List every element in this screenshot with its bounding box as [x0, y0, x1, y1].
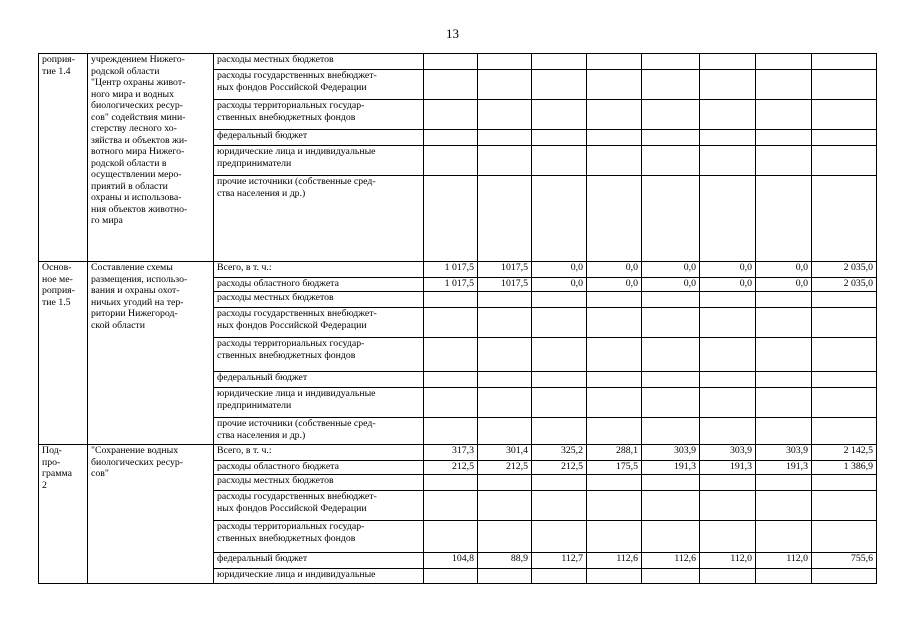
year-value-cell — [424, 292, 478, 308]
year-value-cell: 301,4 — [478, 445, 532, 461]
year-value-cell — [700, 54, 756, 70]
year-value-cell: 0,0 — [700, 262, 756, 278]
year-value-cell — [700, 418, 756, 445]
year-value-cell — [756, 372, 812, 388]
year-value-cell — [700, 521, 756, 553]
year-value-cell — [700, 308, 756, 338]
funding-source: расходы областного бюджета — [214, 278, 424, 292]
year-value-cell — [587, 388, 642, 418]
year-value-cell — [587, 418, 642, 445]
measure-code: Основ- ное ме- роприя- тие 1.5 — [39, 262, 88, 445]
funding-source: расходы местных бюджетов — [214, 475, 424, 491]
year-value-cell — [756, 70, 812, 100]
total-value-cell: 1 386,9 — [812, 461, 877, 475]
measure-name: Составление схемы размещения, использо- вания и охраны охот- ничьих угодий на тер- ритории Нижегород- ской области — [88, 262, 214, 445]
funding-source: федеральный бюджет — [214, 553, 424, 569]
total-value-cell — [812, 176, 877, 262]
year-value-cell — [642, 146, 700, 176]
year-value-cell: 303,9 — [700, 445, 756, 461]
year-value-cell — [478, 475, 532, 491]
total-value-cell: 2 142,5 — [812, 445, 877, 461]
year-value-cell — [756, 54, 812, 70]
year-value-cell — [424, 372, 478, 388]
year-value-cell — [700, 100, 756, 130]
year-value-cell — [756, 475, 812, 491]
year-value-cell — [532, 308, 587, 338]
year-value-cell — [532, 372, 587, 388]
year-value-cell — [587, 372, 642, 388]
year-value-cell: 191,3 — [700, 461, 756, 475]
year-value-cell: 212,5 — [532, 461, 587, 475]
year-value-cell: 0,0 — [532, 278, 587, 292]
year-value-cell — [424, 569, 478, 584]
year-value-cell — [532, 100, 587, 130]
table-row — [39, 54, 877, 70]
total-value-cell — [812, 338, 877, 372]
year-value-cell — [478, 100, 532, 130]
measure-name: учреждением Нижего- родской области "Центр охраны живот- ного мира и водных биологических ресур- сов" содействия мини- стерству лесного хо- зяйства и объектов жи- вотного мира Нижего- родской области в осуществлении меро- приятий в области охраны и использова- ния объектов животно- го мира — [88, 54, 214, 262]
year-value-cell — [642, 292, 700, 308]
year-value-cell — [424, 100, 478, 130]
year-value-cell — [700, 292, 756, 308]
year-value-cell — [424, 70, 478, 100]
year-value-cell — [532, 54, 587, 70]
year-value-cell — [478, 54, 532, 70]
year-value-cell: 0,0 — [532, 262, 587, 278]
year-value-cell — [700, 146, 756, 176]
page-number: 13 — [446, 26, 459, 41]
year-value-cell — [478, 70, 532, 100]
year-value-cell — [587, 176, 642, 262]
total-value-cell — [812, 292, 877, 308]
year-value-cell: 0,0 — [756, 278, 812, 292]
year-value-cell — [532, 130, 587, 146]
year-value-cell — [642, 70, 700, 100]
year-value-cell — [532, 569, 587, 584]
year-value-cell — [478, 418, 532, 445]
funding-source: прочие источники (собственные сред- ства населения и др.) — [214, 176, 424, 262]
funding-source: федеральный бюджет — [214, 372, 424, 388]
year-value-cell: 1 017,5 — [424, 278, 478, 292]
year-value-cell — [424, 338, 478, 372]
year-value-cell: 0,0 — [587, 262, 642, 278]
year-value-cell — [700, 388, 756, 418]
total-value-cell — [812, 146, 877, 176]
year-value-cell — [587, 491, 642, 521]
year-value-cell: 0,0 — [756, 262, 812, 278]
year-value-cell — [756, 338, 812, 372]
year-value-cell — [424, 521, 478, 553]
year-value-cell — [756, 418, 812, 445]
year-value-cell — [532, 388, 587, 418]
year-value-cell — [700, 569, 756, 584]
year-value-cell — [587, 338, 642, 372]
year-value-cell — [756, 292, 812, 308]
total-value-cell — [812, 521, 877, 553]
year-value-cell: 303,9 — [756, 445, 812, 461]
year-value-cell: 0,0 — [642, 278, 700, 292]
year-value-cell: 112,7 — [532, 553, 587, 569]
year-value-cell — [756, 491, 812, 521]
funding-source: расходы государственных внебюджет- ных фондов Российской Федерации — [214, 491, 424, 521]
funding-source: расходы местных бюджетов — [214, 54, 424, 70]
total-value-cell — [812, 54, 877, 70]
year-value-cell — [424, 491, 478, 521]
total-value-cell — [812, 372, 877, 388]
year-value-cell — [587, 521, 642, 553]
year-value-cell — [424, 388, 478, 418]
funding-source: Всего, в т. ч.: — [214, 445, 424, 461]
year-value-cell — [532, 70, 587, 100]
year-value-cell: 212,5 — [478, 461, 532, 475]
funding-source: расходы государственных внебюджет- ных фондов Российской Федерации — [214, 308, 424, 338]
year-value-cell — [700, 130, 756, 146]
year-value-cell — [700, 491, 756, 521]
year-value-cell — [642, 388, 700, 418]
year-value-cell — [756, 146, 812, 176]
funding-source: расходы территориальных государ- ственных внебюджетных фондов — [214, 521, 424, 553]
year-value-cell — [642, 338, 700, 372]
year-value-cell — [424, 418, 478, 445]
total-value-cell — [812, 70, 877, 100]
year-value-cell: 0,0 — [700, 278, 756, 292]
year-value-cell — [642, 372, 700, 388]
year-value-cell — [532, 521, 587, 553]
year-value-cell — [756, 569, 812, 584]
year-value-cell — [587, 308, 642, 338]
funding-source: расходы государственных внебюджет- ных фондов Российской Федерации — [214, 70, 424, 100]
year-value-cell — [700, 372, 756, 388]
funding-source: федеральный бюджет — [214, 130, 424, 146]
year-value-cell — [532, 292, 587, 308]
year-value-cell — [700, 176, 756, 262]
year-value-cell: 191,3 — [756, 461, 812, 475]
year-value-cell: 0,0 — [642, 262, 700, 278]
year-value-cell — [587, 100, 642, 130]
year-value-cell — [756, 388, 812, 418]
year-value-cell — [642, 308, 700, 338]
year-value-cell — [532, 146, 587, 176]
year-value-cell — [642, 130, 700, 146]
total-value-cell — [812, 569, 877, 584]
year-value-cell: 0,0 — [587, 278, 642, 292]
total-value-cell — [812, 388, 877, 418]
year-value-cell — [642, 569, 700, 584]
year-value-cell — [478, 569, 532, 584]
year-value-cell — [424, 54, 478, 70]
year-value-cell — [756, 176, 812, 262]
year-value-cell — [478, 308, 532, 338]
year-value-cell — [756, 521, 812, 553]
year-value-cell — [756, 308, 812, 338]
year-value-cell: 112,0 — [700, 553, 756, 569]
year-value-cell — [478, 146, 532, 176]
funding-source: Всего, в т. ч.: — [214, 262, 424, 278]
funding-source: расходы местных бюджетов — [214, 292, 424, 308]
year-value-cell: 317,3 — [424, 445, 478, 461]
year-value-cell — [478, 491, 532, 521]
funding-source: прочие источники (собственные сред- ства населения и др.) — [214, 418, 424, 445]
year-value-cell — [756, 130, 812, 146]
year-value-cell — [478, 388, 532, 418]
year-value-cell — [587, 569, 642, 584]
total-value-cell: 2 035,0 — [812, 262, 877, 278]
budget-table — [38, 53, 877, 584]
year-value-cell — [478, 338, 532, 372]
total-value-cell: 755,6 — [812, 553, 877, 569]
year-value-cell — [424, 308, 478, 338]
year-value-cell: 112,0 — [756, 553, 812, 569]
total-value-cell — [812, 418, 877, 445]
year-value-cell — [532, 176, 587, 262]
year-value-cell — [642, 100, 700, 130]
year-value-cell — [642, 418, 700, 445]
table-row — [39, 262, 877, 278]
funding-source: юридические лица и индивидуальные предприниматели — [214, 146, 424, 176]
year-value-cell — [424, 146, 478, 176]
year-value-cell: 104,8 — [424, 553, 478, 569]
year-value-cell: 112,6 — [587, 553, 642, 569]
funding-source: юридические лица и индивидуальные предприниматели — [214, 388, 424, 418]
year-value-cell — [700, 70, 756, 100]
funding-source: расходы областного бюджета — [214, 461, 424, 475]
total-value-cell — [812, 100, 877, 130]
year-value-cell — [700, 475, 756, 491]
year-value-cell: 212,5 — [424, 461, 478, 475]
year-value-cell — [642, 54, 700, 70]
measure-code: роприя- тие 1.4 — [39, 54, 88, 262]
total-value-cell: 2 035,0 — [812, 278, 877, 292]
funding-source: расходы территориальных государ- ственных внебюджетных фондов — [214, 338, 424, 372]
year-value-cell — [587, 54, 642, 70]
table-row — [39, 445, 877, 461]
year-value-cell: 325,2 — [532, 445, 587, 461]
year-value-cell: 1017,5 — [478, 278, 532, 292]
year-value-cell: 303,9 — [642, 445, 700, 461]
year-value-cell — [424, 130, 478, 146]
year-value-cell — [424, 475, 478, 491]
year-value-cell: 288,1 — [587, 445, 642, 461]
year-value-cell: 88,9 — [478, 553, 532, 569]
year-value-cell — [587, 70, 642, 100]
budget-table-body — [39, 54, 877, 584]
funding-source: расходы территориальных государ- ственных внебюджетных фондов — [214, 100, 424, 130]
year-value-cell — [478, 372, 532, 388]
year-value-cell — [642, 491, 700, 521]
year-value-cell — [700, 338, 756, 372]
year-value-cell — [532, 475, 587, 491]
year-value-cell — [424, 176, 478, 262]
total-value-cell — [812, 475, 877, 491]
year-value-cell — [478, 292, 532, 308]
year-value-cell — [532, 418, 587, 445]
year-value-cell — [642, 521, 700, 553]
year-value-cell — [587, 130, 642, 146]
year-value-cell: 1 017,5 — [424, 262, 478, 278]
measure-code: Под- про- грамма 2 — [39, 445, 88, 584]
year-value-cell: 191,3 — [642, 461, 700, 475]
funding-source: юридические лица и индивидуальные — [214, 569, 424, 584]
year-value-cell: 175,5 — [587, 461, 642, 475]
year-value-cell — [587, 146, 642, 176]
year-value-cell — [587, 292, 642, 308]
year-value-cell — [478, 130, 532, 146]
year-value-cell — [478, 521, 532, 553]
year-value-cell — [587, 475, 642, 491]
year-value-cell — [532, 338, 587, 372]
total-value-cell — [812, 308, 877, 338]
year-value-cell: 1017,5 — [478, 262, 532, 278]
total-value-cell — [812, 491, 877, 521]
year-value-cell — [642, 176, 700, 262]
year-value-cell — [756, 100, 812, 130]
total-value-cell — [812, 130, 877, 146]
year-value-cell — [642, 475, 700, 491]
year-value-cell — [532, 491, 587, 521]
measure-name: "Сохранение водных биологических ресур- сов" — [88, 445, 214, 584]
year-value-cell — [478, 176, 532, 262]
year-value-cell: 112,6 — [642, 553, 700, 569]
